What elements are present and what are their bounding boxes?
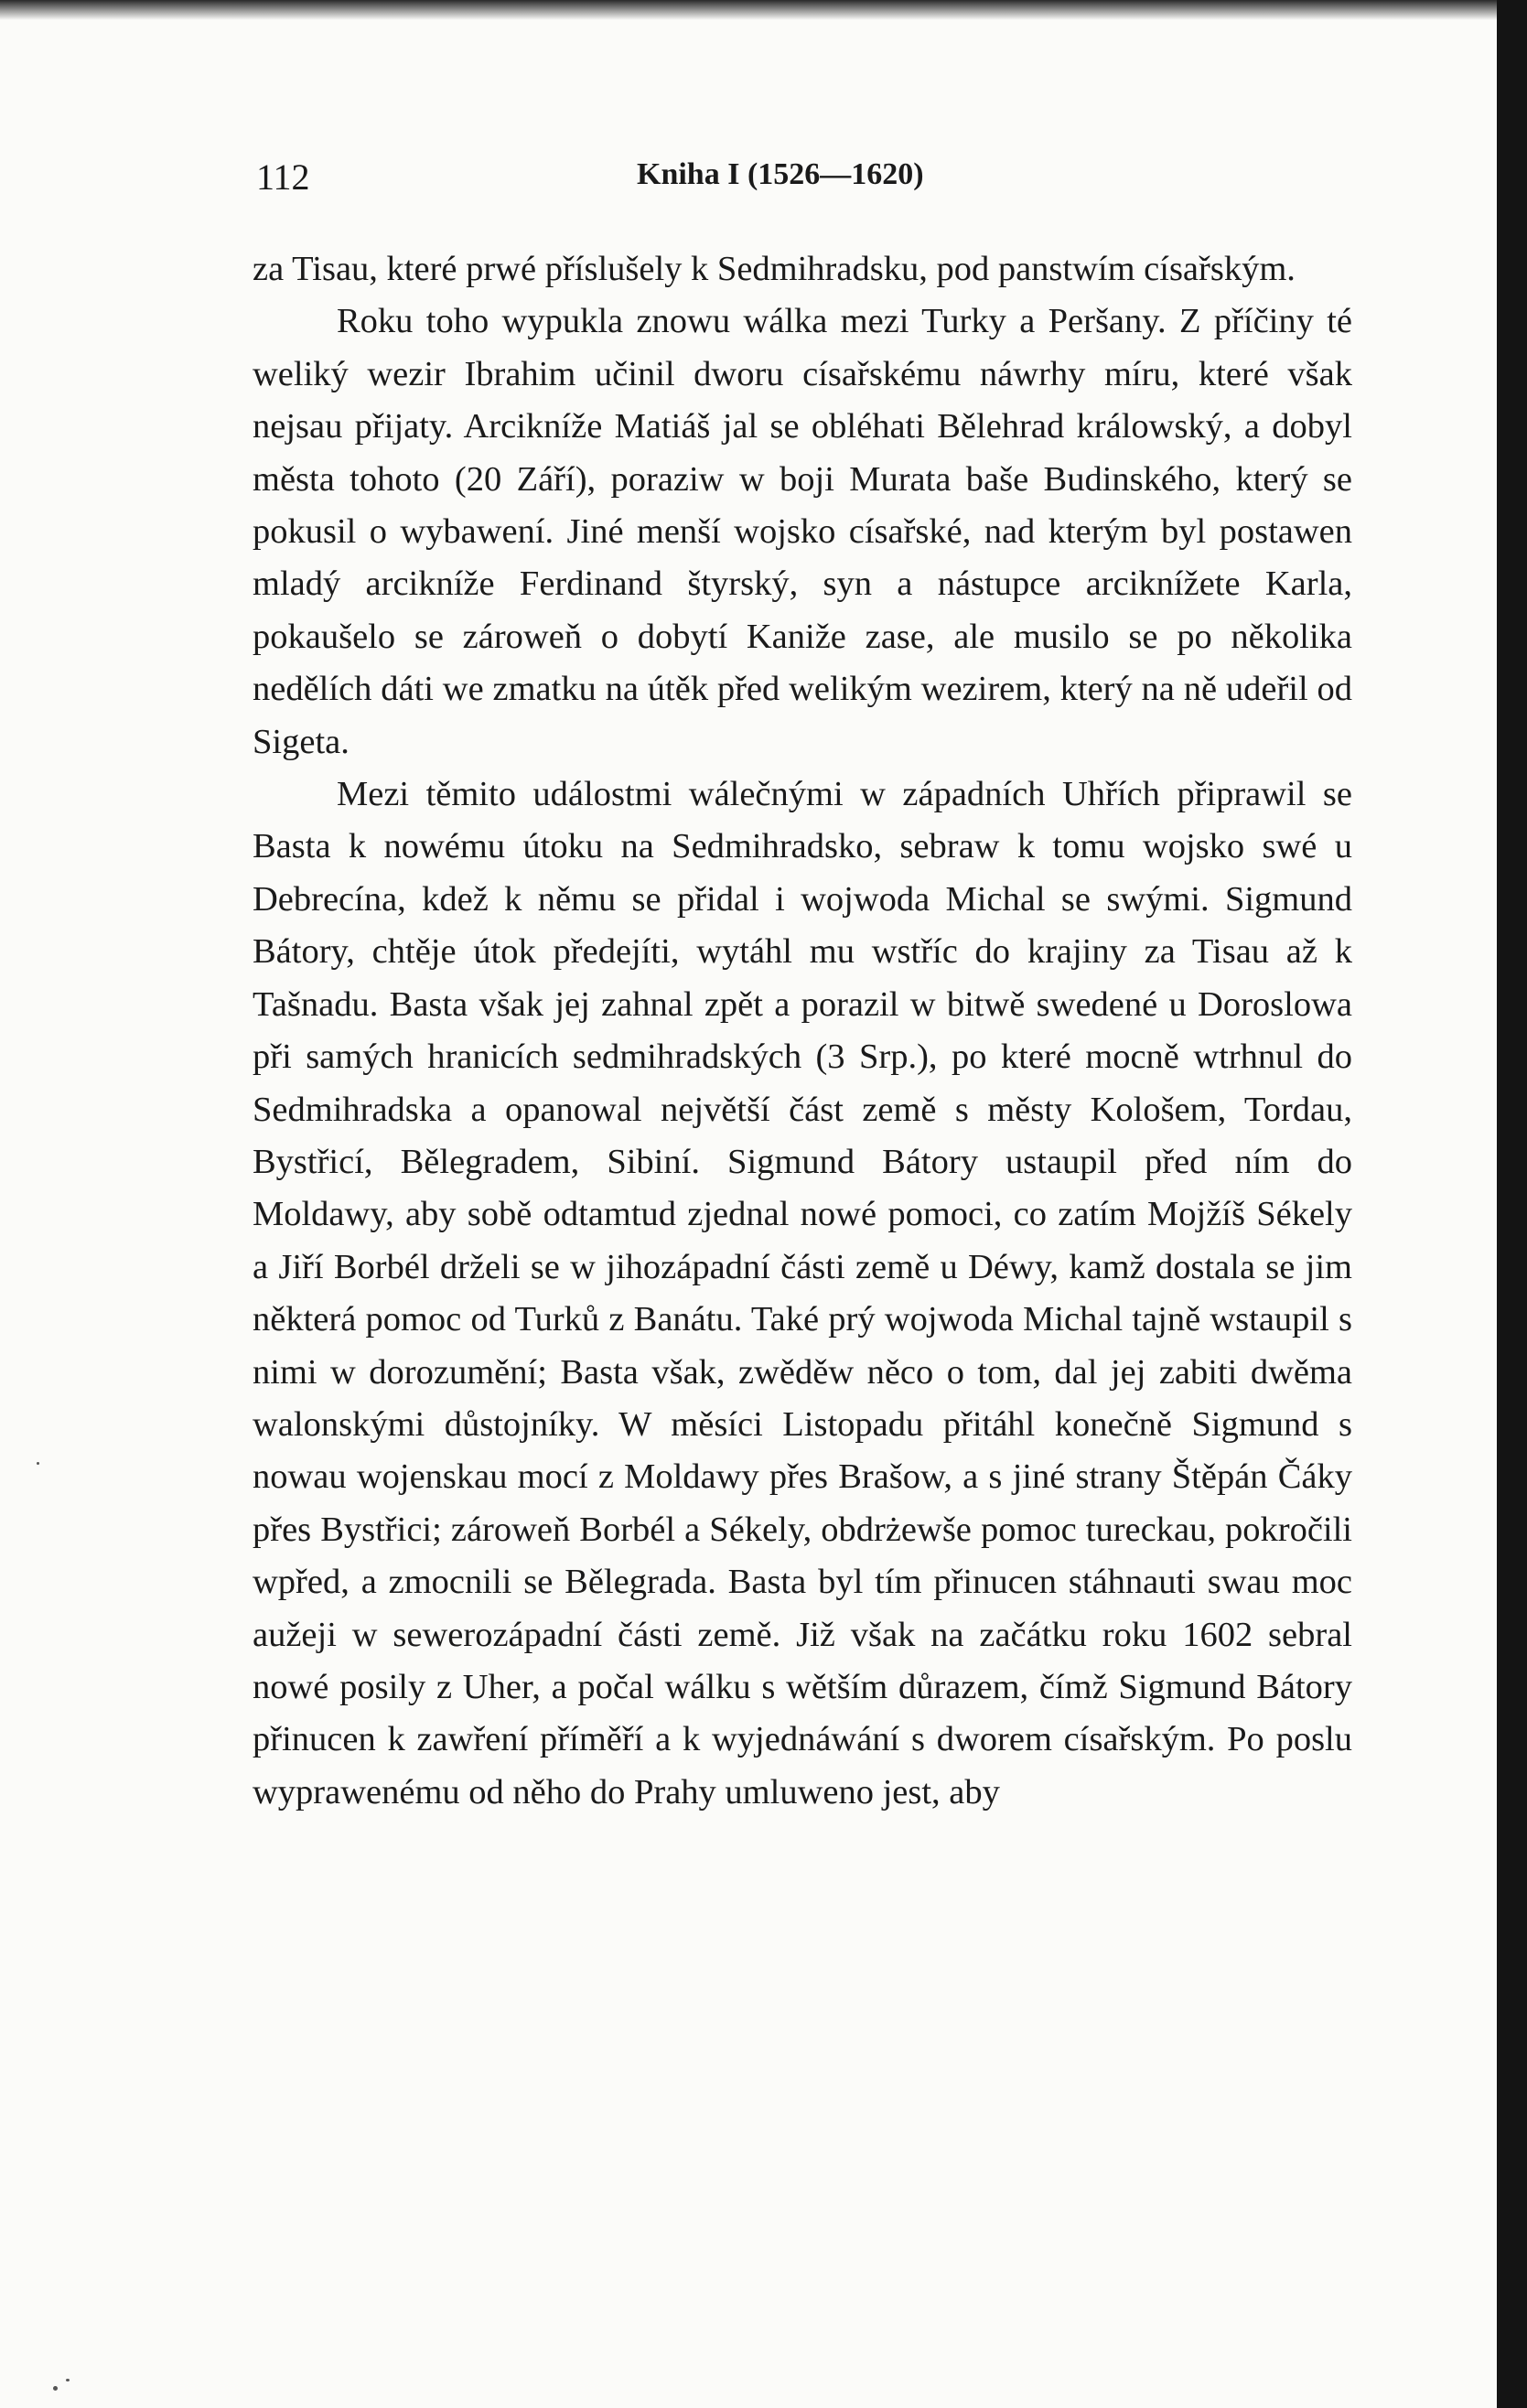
- page-number: 112: [256, 156, 310, 198]
- paragraph-basta-campaign: Mezi těmito událostmi wálečnými w západních Uhřích připrawil se Basta k nowému útoku na Sedmihradsko, sebraw k tomu wojsko swé u Debrecína, kdež k němu se přidal i wojwoda Michal se swými. Sigmund Bátory, chtěje útok předejíti, wytáhl mu wstříc do krajiny za Tisau až k Tašnadu. Basta však jej zahnal zpět a porazil w bitwě swedené u Doroslowa při samých hranicích sedmihradských (3 Srp.), po které mocně wtrhnul do Sedmihradska a opanowal největší část země s městy Kološem, Tordau, Bystřicí, Bělegradem, Sibiní. Sigmund Bátory ustaupil před ním do Moldawy, aby sobě odtamtud zjednal nowé pomoci, co zatím Mojžíš Sékely a Jiří Borbél drželi se w jihozápadní části země u Déwy, kamž dostala se jim některá pomoc od Turků z Banátu. Také prý wojwoda Michal tajně wstaupil s nimi w dorozumění; Basta však, zwěděw něco o tom, dal jej zabiti dwěma walonskými důstojníky. W měsíci Listopadu přitáhl konečně Sigmund s nowau wojenskau mocí z Moldawy přes Brašow, a s jiné strany Štěpán Čáky přes Bystřici; zároweň Borbél a Sékely, obdrżewše pomoc tureckau, pokročili wpřed, a zmocnili se Bělegrada. Basta byl tím přinucen stáhnauti swau moc aužeji w sewerozápadní části země. Již však na začátku roku 1602 sebral nowé posily z Uher, a počal wálku s wětším důrazem, čímž Sigmund Bátory přinucen k zawření příměří a k wyjednáwání s dworem císařským. Po poslu wyprawenému od něho do Prahy umluweno jest, aby: [253, 775, 1352, 1811]
- scan-speck: [53, 2386, 58, 2391]
- body-text: [253, 243, 1352, 1819]
- scan-speck: [37, 1462, 39, 1465]
- scan-speck: [66, 2379, 70, 2381]
- scan-top-shadow: [0, 0, 1497, 20]
- scan-right-edge: [1497, 0, 1527, 2408]
- paragraph-continuation: za Tisau, které prwé příslušely k Sedmihradsku, pod panstwím císařským.: [253, 250, 1296, 288]
- running-title: Kniha I (1526—1620): [637, 157, 924, 191]
- running-head: [249, 154, 1352, 209]
- paragraph-war-with-persia: Roku toho wypukla znowu wálka mezi Turky a Peršany. Z příčiny té weliký wezir Ibrahim učinil dworu císařskému náwrhy míru, které však nejsau přijaty. Arcikníže Matiáš jal se obléhati Bělehrad králowský, a dobyl města tohoto (20 Září), poraziw w boji Murata baše Budinského, který se pokusil o wybawení. Jiné menší wojsko císařské, nad kterým byl postawen mladý arcikníže Ferdinand štyrský, syn a nástupce arciknížete Karla, pokaušelo se zároweň o dobytí Kaniže zase, ale musilo se po několika nedělích dáti we zmatku na útěk před welikým wezirem, který na ně udeřil od Sigeta.: [253, 302, 1352, 761]
